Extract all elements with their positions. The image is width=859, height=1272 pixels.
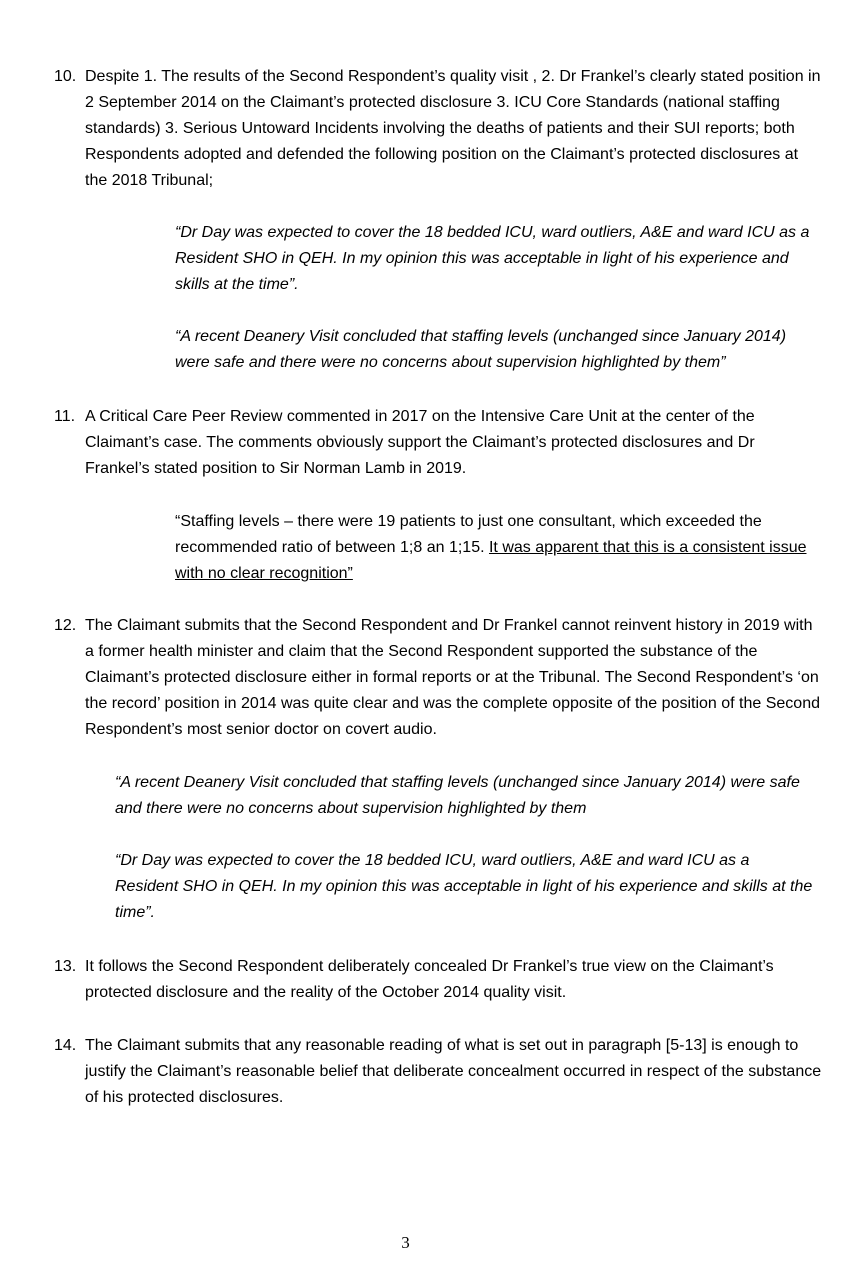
paragraph-12: [54, 613, 822, 743]
paragraph-13: [54, 954, 822, 1006]
paragraph-10: [54, 64, 822, 194]
quote-block: “A recent Deanery Visit concluded that staffing levels (unchanged since January 2014) were safe and there were no concerns about supervision highlighted by them: [115, 774, 800, 817]
paragraph-14: [54, 1033, 822, 1111]
paragraph-number: 12.: [54, 617, 77, 634]
quote-block: “Dr Day was expected to cover the 18 bedded ICU, ward outliers, A&E and ward ICU as a Resident SHO in QEH. In my opinion this was acceptable in light of his experience and skills at the time”.: [115, 852, 813, 921]
quote-text: “Staffing levels – there were 19 patients to just one consultant, which exceeded the recommended ratio of between 1;8 an 1;15.: [175, 513, 762, 556]
paragraph-number: 14.: [54, 1037, 77, 1054]
paragraph-text: A Critical Care Peer Review commented in 2017 on the Intensive Care Unit at the center of the Claimant’s case. The comments obviously support the Claimant’s protected disclosures and Dr Frankel’s stated position to Sir Norman Lamb in 2019.: [85, 408, 755, 477]
paragraph-11: [54, 404, 822, 482]
quote-block: “Dr Day was expected to cover the 18 bedded ICU, ward outliers, A&E and ward ICU as a Resident SHO in QEH. In my opinion this was acceptable in light of his experience and skills at the time”.: [175, 224, 810, 293]
paragraph-text: The Claimant submits that any reasonable reading of what is set out in paragraph [5-13] is enough to justify the Claimant’s reasonable belief that deliberate concealment occurred in respect of the substance of his protected disclosures.: [85, 1037, 822, 1106]
paragraph-number: 11.: [54, 408, 76, 425]
paragraph-text: It follows the Second Respondent deliberately concealed Dr Frankel’s true view on the Claimant’s protected disclosure and the reality of the October 2014 quality visit.: [85, 958, 774, 1001]
quote-block: “A recent Deanery Visit concluded that staffing levels (unchanged since January 2014) were safe and there were no concerns about supervision highlighted by them”: [175, 328, 787, 371]
paragraph-text: Despite 1. The results of the Second Respondent’s quality visit , 2. Dr Frankel’s clearly stated position in 2 September 2014 on the Claimant’s protected disclosure 3. ICU Core Standards (national staffing standards) 3. Serious Untoward Incidents involving the deaths of patients and their SUI reports; both Respondents adopted and defended the following position on the Claimant’s protected disclosures at the 2018 Tribunal;: [85, 68, 821, 189]
page-number: 3: [401, 1233, 410, 1252]
quote-block: [175, 509, 815, 587]
underlined-quote-text: It was apparent that this is a consistent issue with no clear recognition”: [175, 539, 807, 582]
paragraph-text: The Claimant submits that the Second Respondent and Dr Frankel cannot reinvent history in 2019 with a former health minister and claim that the Second Respondent supported the substance of the Claimant’s protected disclosure either in formal reports or at the Tribunal. The Second Respondent’s ‘on the record’ position in 2014 was quite clear and was the complete opposite of the position of the Second Respondent’s most senior doctor on covert audio.: [85, 617, 820, 738]
paragraph-number: 10.: [54, 68, 77, 85]
paragraph-number: 13.: [54, 958, 77, 975]
